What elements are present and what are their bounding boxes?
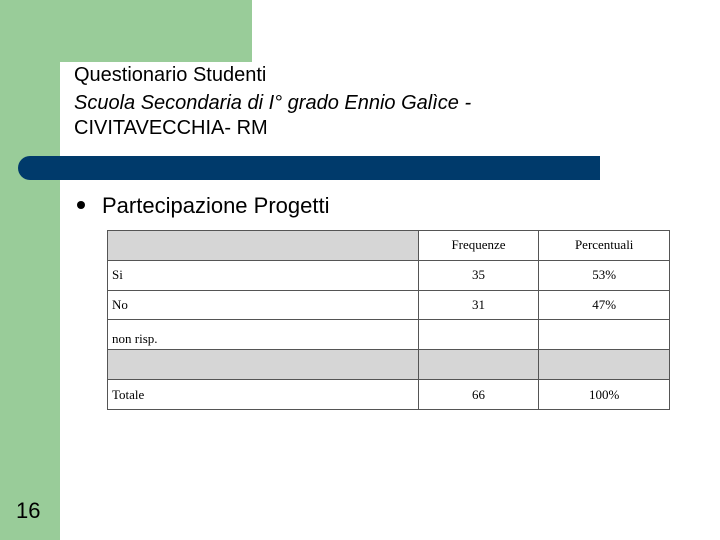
table-cell: 35 bbox=[418, 260, 539, 290]
table-cell: 47% bbox=[539, 290, 670, 320]
table-header-cell bbox=[108, 231, 419, 261]
table-cell: 31 bbox=[418, 290, 539, 320]
table-cell: 53% bbox=[539, 260, 670, 290]
table-cell bbox=[108, 350, 419, 380]
decorative-green-sidebar bbox=[0, 0, 60, 540]
bullet-icon bbox=[77, 201, 85, 209]
slide-title-line-1: Questionario Studenti bbox=[74, 64, 267, 86]
slide-title-line-3: CIVITAVECCHIA- RM bbox=[74, 117, 268, 139]
table-cell: No bbox=[108, 290, 419, 320]
table-header-cell: Frequenze bbox=[418, 231, 539, 261]
table-cell bbox=[418, 320, 539, 350]
table-row bbox=[108, 350, 670, 380]
table-row bbox=[108, 290, 670, 320]
results-table bbox=[107, 230, 670, 410]
table-cell: Si bbox=[108, 260, 419, 290]
table-cell: 66 bbox=[418, 380, 539, 410]
slide-title-line-2: Scuola Secondaria di I° grado Ennio Galìce - bbox=[74, 92, 472, 114]
table-row bbox=[108, 260, 670, 290]
decorative-green-header-block bbox=[60, 0, 252, 62]
table-cell: non risp. bbox=[108, 320, 419, 350]
title-underline-bar bbox=[18, 156, 600, 180]
table-cell bbox=[539, 320, 670, 350]
section-heading: Partecipazione Progetti bbox=[102, 193, 330, 218]
table-cell bbox=[539, 350, 670, 380]
table-cell: Totale bbox=[108, 380, 419, 410]
page-number: 16 bbox=[16, 498, 41, 523]
table-cell bbox=[418, 350, 539, 380]
table-row-total bbox=[108, 380, 670, 410]
table-header-row bbox=[108, 231, 670, 261]
table-row bbox=[108, 320, 670, 350]
table-header-cell: Percentuali bbox=[539, 231, 670, 261]
table-cell: 100% bbox=[539, 380, 670, 410]
